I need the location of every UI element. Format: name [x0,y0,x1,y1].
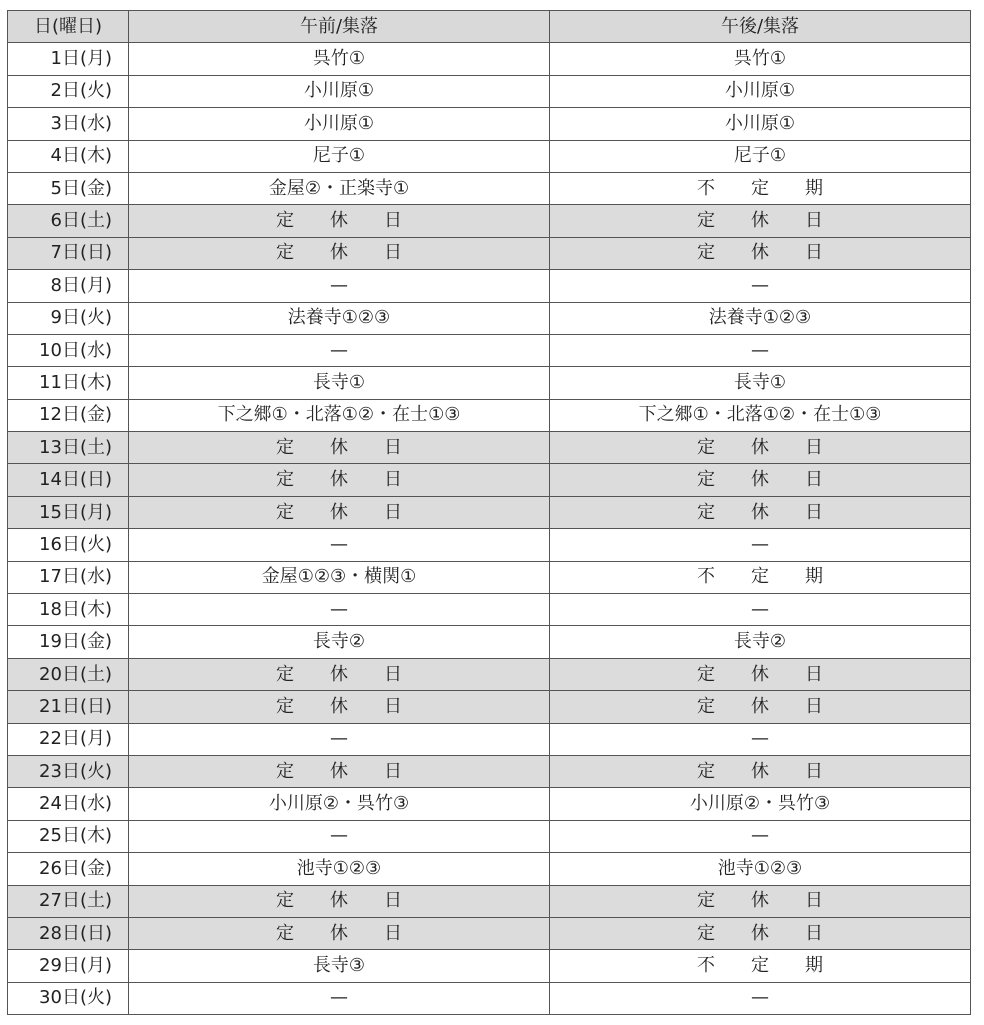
morning-cell: 定 休 日 [129,691,550,723]
afternoon-cell: 尼子① [550,140,971,172]
day-cell: 7日(日) [8,237,129,269]
afternoon-cell: 定 休 日 [550,237,971,269]
schedule-row [8,594,971,626]
day-cell: 30日(火) [8,982,129,1014]
morning-cell: 長寺③ [129,950,550,982]
afternoon-cell: 法養寺①②③ [550,302,971,334]
morning-cell: 定 休 日 [129,917,550,949]
schedule-row [8,432,971,464]
afternoon-cell: 定 休 日 [550,432,971,464]
day-cell: 1日(月) [8,43,129,75]
schedule-row [8,529,971,561]
schedule-row [8,561,971,593]
schedule-row [8,820,971,852]
day-cell: 18日(木) [8,594,129,626]
morning-cell: 下之郷①・北落①②・在士①③ [129,399,550,431]
schedule-row [8,917,971,949]
morning-cell: 長寺① [129,367,550,399]
schedule-row [8,334,971,366]
afternoon-cell: — [550,723,971,755]
afternoon-cell: 呉竹① [550,43,971,75]
day-cell: 21日(日) [8,691,129,723]
morning-cell: 金屋②・正楽寺① [129,172,550,204]
afternoon-cell: 小川原②・呉竹③ [550,788,971,820]
afternoon-cell: 定 休 日 [550,917,971,949]
morning-cell: 定 休 日 [129,658,550,690]
day-cell: 19日(金) [8,626,129,658]
afternoon-cell: 長寺① [550,367,971,399]
day-cell: 3日(水) [8,108,129,140]
afternoon-column-header: 午後/集落 [550,11,971,43]
morning-cell: 長寺② [129,626,550,658]
schedule-row [8,108,971,140]
schedule-row [8,205,971,237]
day-cell: 8日(月) [8,270,129,302]
morning-cell: 定 休 日 [129,205,550,237]
schedule-row [8,75,971,107]
morning-cell: 定 休 日 [129,496,550,528]
schedule-row [8,270,971,302]
day-column-header: 日(曜日) [8,11,129,43]
day-cell: 22日(月) [8,723,129,755]
morning-cell: 定 休 日 [129,885,550,917]
schedule-body [8,43,971,1015]
schedule-row [8,982,971,1014]
morning-cell: — [129,594,550,626]
schedule-row [8,788,971,820]
day-cell: 27日(土) [8,885,129,917]
schedule-row [8,853,971,885]
afternoon-cell: 不 定 期 [550,561,971,593]
schedule-row [8,658,971,690]
morning-cell: — [129,723,550,755]
schedule-header [8,11,971,43]
schedule-row [8,496,971,528]
afternoon-cell: — [550,270,971,302]
schedule-row [8,885,971,917]
day-cell: 17日(水) [8,561,129,593]
afternoon-cell: 小川原① [550,108,971,140]
morning-cell: 定 休 日 [129,432,550,464]
schedule-row [8,399,971,431]
morning-cell: 定 休 日 [129,464,550,496]
afternoon-cell: 定 休 日 [550,755,971,787]
day-cell: 16日(火) [8,529,129,561]
afternoon-cell: 定 休 日 [550,464,971,496]
morning-cell: — [129,270,550,302]
morning-cell: — [129,334,550,366]
afternoon-cell: 不 定 期 [550,950,971,982]
day-cell: 13日(土) [8,432,129,464]
afternoon-cell: 池寺①②③ [550,853,971,885]
day-cell: 2日(火) [8,75,129,107]
schedule-row [8,302,971,334]
schedule-row [8,691,971,723]
afternoon-cell: 小川原① [550,75,971,107]
afternoon-cell: — [550,334,971,366]
morning-cell: 池寺①②③ [129,853,550,885]
afternoon-cell: 不 定 期 [550,172,971,204]
morning-cell: 定 休 日 [129,755,550,787]
morning-cell: — [129,529,550,561]
morning-cell: 小川原① [129,75,550,107]
day-cell: 20日(土) [8,658,129,690]
schedule-table [7,10,971,1015]
day-cell: 5日(金) [8,172,129,204]
morning-cell: — [129,982,550,1014]
afternoon-cell: 定 休 日 [550,658,971,690]
morning-cell: 小川原②・呉竹③ [129,788,550,820]
schedule-row [8,723,971,755]
morning-column-header: 午前/集落 [129,11,550,43]
afternoon-cell: — [550,594,971,626]
morning-cell: 金屋①②③・横関① [129,561,550,593]
day-cell: 23日(火) [8,755,129,787]
day-cell: 29日(月) [8,950,129,982]
day-cell: 12日(金) [8,399,129,431]
schedule-row [8,755,971,787]
morning-cell: 小川原① [129,108,550,140]
header-row [8,11,971,43]
day-cell: 14日(日) [8,464,129,496]
day-cell: 10日(水) [8,334,129,366]
schedule-row [8,140,971,172]
morning-cell: — [129,820,550,852]
morning-cell: 法養寺①②③ [129,302,550,334]
afternoon-cell: — [550,982,971,1014]
schedule-row [8,626,971,658]
day-cell: 24日(水) [8,788,129,820]
schedule-row [8,237,971,269]
schedule-row [8,950,971,982]
day-cell: 28日(日) [8,917,129,949]
day-cell: 9日(火) [8,302,129,334]
day-cell: 6日(土) [8,205,129,237]
day-cell: 26日(金) [8,853,129,885]
afternoon-cell: 長寺② [550,626,971,658]
morning-cell: 呉竹① [129,43,550,75]
schedule-row [8,172,971,204]
day-cell: 11日(木) [8,367,129,399]
day-cell: 4日(木) [8,140,129,172]
afternoon-cell: 定 休 日 [550,691,971,723]
schedule-row [8,464,971,496]
afternoon-cell: 下之郷①・北落①②・在士①③ [550,399,971,431]
afternoon-cell: 定 休 日 [550,885,971,917]
afternoon-cell: 定 休 日 [550,496,971,528]
afternoon-cell: 定 休 日 [550,205,971,237]
day-cell: 15日(月) [8,496,129,528]
day-cell: 25日(木) [8,820,129,852]
afternoon-cell: — [550,820,971,852]
schedule-row [8,43,971,75]
schedule-row [8,367,971,399]
morning-cell: 定 休 日 [129,237,550,269]
morning-cell: 尼子① [129,140,550,172]
afternoon-cell: — [550,529,971,561]
